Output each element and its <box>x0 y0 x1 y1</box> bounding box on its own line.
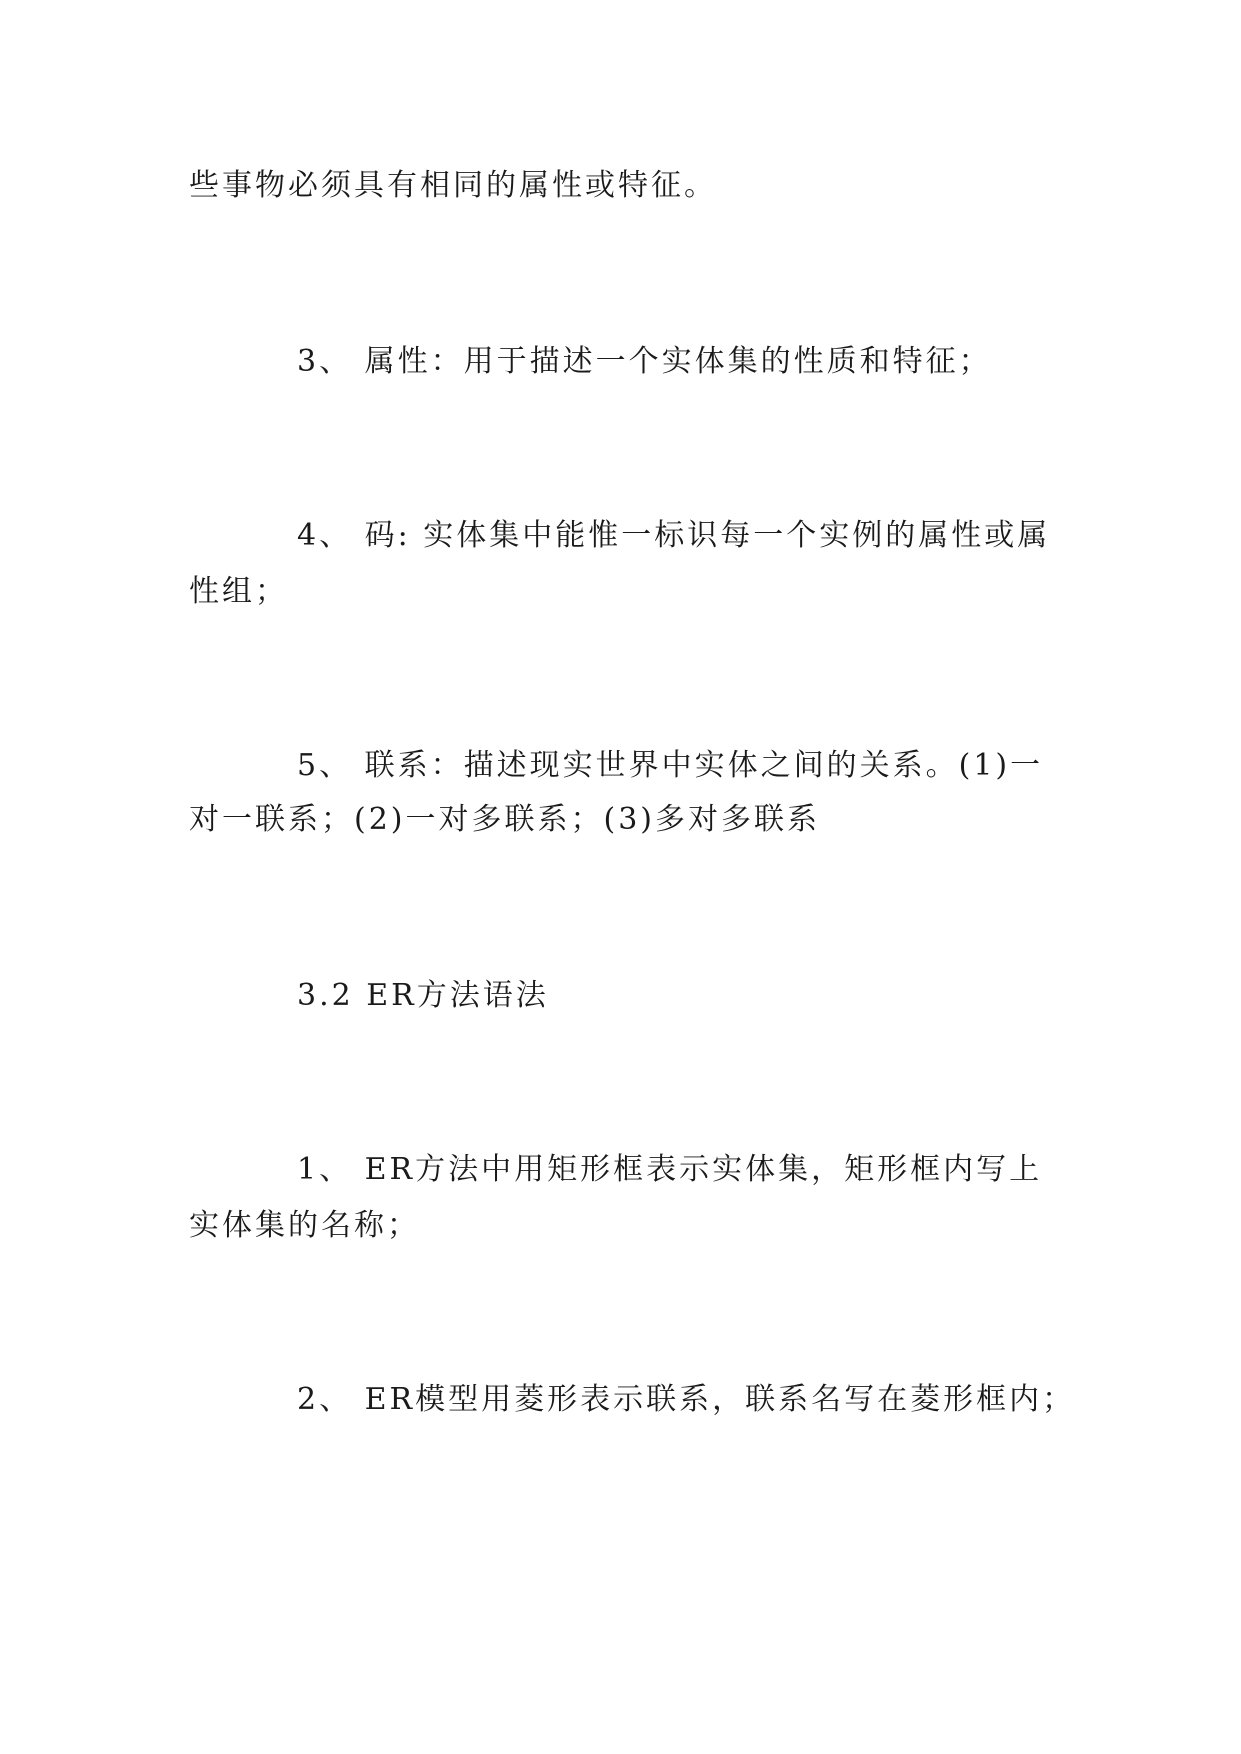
item-4-key-line-1: 4、 码: 实体集中能惟一标识每一个实例的属性或属 <box>297 518 1051 553</box>
paragraph-continuation: 些事物必须具有相同的属性或特征。 <box>189 168 717 203</box>
item-5-relationship-line-2: 对一联系；(2)一对多联系；(3)多对多联系 <box>189 802 820 837</box>
er-item-1-line-1: 1、 ER方法中用矩形框表示实体集，矩形框内写上 <box>297 1152 1043 1187</box>
item-3-attribute: 3、 属性：用于描述一个实体集的性质和特征； <box>297 344 992 379</box>
item-4-key-line-2: 性组； <box>189 574 288 609</box>
er-item-1-line-2: 实体集的名称； <box>189 1208 420 1243</box>
item-5-relationship-line-1: 5、 联系：描述现实世界中实体之间的关系。(1)一 <box>297 748 1044 783</box>
er-item-2: 2、 ER模型用菱形表示联系，联系名写在菱形框内； <box>297 1382 1076 1417</box>
section-heading-3-2: 3.2 ER方法语法 <box>297 978 549 1013</box>
